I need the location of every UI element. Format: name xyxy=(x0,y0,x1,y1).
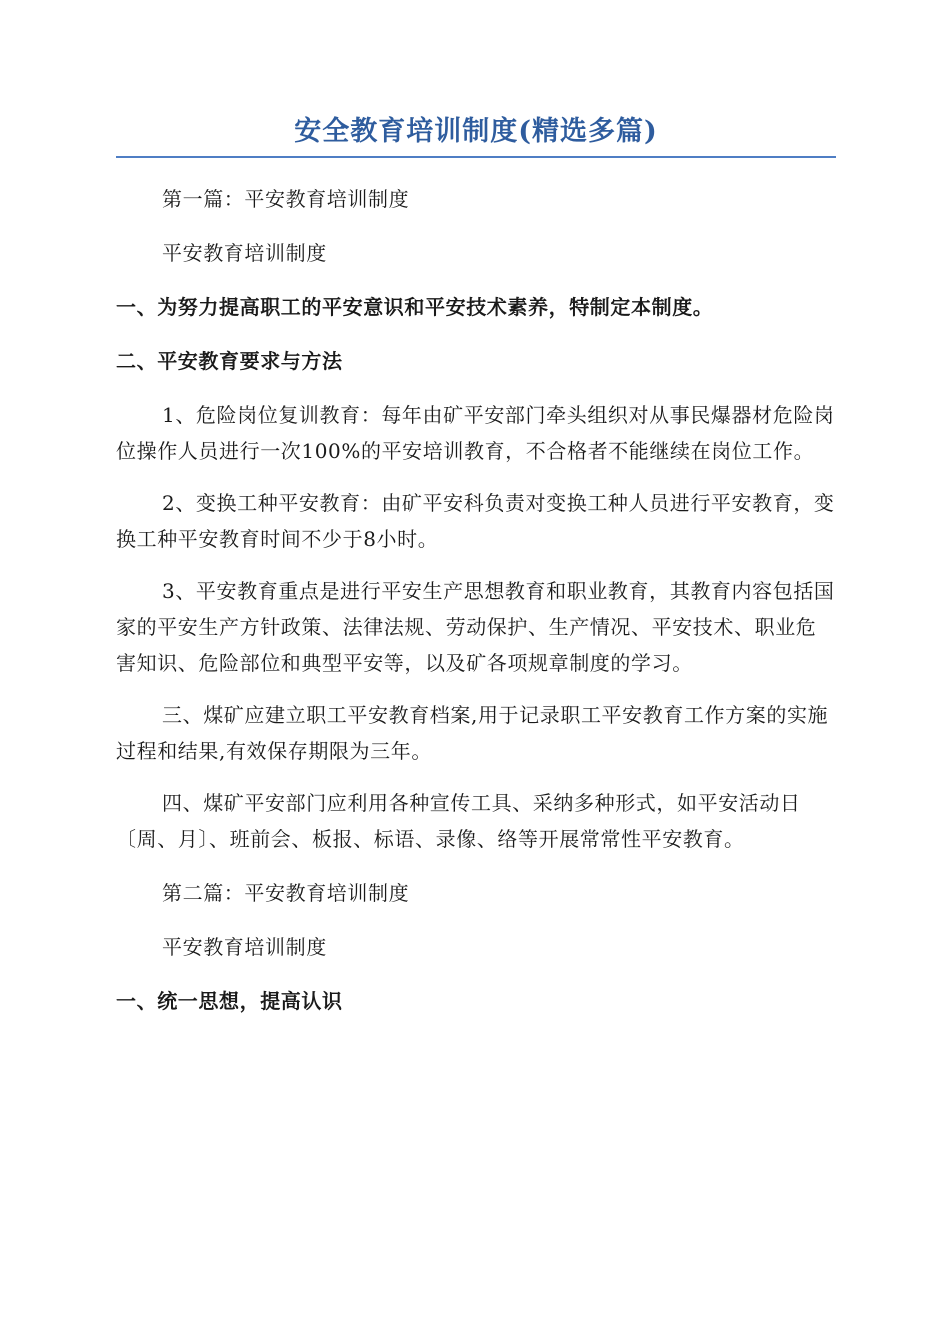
section-heading-2: 二、平安教育要求与方法 xyxy=(116,349,343,373)
part-one-heading: 第一篇：平安教育培训制度 xyxy=(162,187,410,211)
body-paragraph-2: 2、变换工种平安教育：由矿平安科负责对变换工种人员进行平安教育，变换工种平安教育时间不少于8小时。 xyxy=(116,491,835,551)
document-title: 安全教育培训制度(精选多篇) xyxy=(116,112,836,158)
part-one-subtitle: 平安教育培训制度 xyxy=(162,241,327,265)
body-paragraph-5: 四、煤矿平安部门应利用各种宣传工具、采纳多种形式，如平安活动日〔周、月〕、班前会、板报、标语、录像、络等开展常常性平安教育。 xyxy=(116,791,801,851)
part-two-subtitle: 平安教育培训制度 xyxy=(162,935,327,959)
body-paragraph-3: 3、平安教育重点是进行平安生产思想教育和职业教育，其教育内容包括国家的平安生产方针政策、法律法规、劳动保护、生产情况、平安技术、职业危害知识、危险部位和典型平安等，以及矿各项规章制度的学习。 xyxy=(116,579,835,675)
section-heading-1: 一、为努力提高职工的平安意识和平安技术素养，特制定本制度。 xyxy=(116,295,714,319)
document-page xyxy=(116,112,836,1019)
body-paragraph-4: 三、煤矿应建立职工平安教育档案,用于记录职工平安教育工作方案的实施过程和结果,有效保存期限为三年。 xyxy=(116,703,829,763)
section-heading-3: 一、统一思想，提高认识 xyxy=(116,989,343,1013)
body-paragraph-1: 1、危险岗位复训教育：每年由矿平安部门牵头组织对从事民爆器材危险岗位操作人员进行一次100%的平安培训教育，不合格者不能继续在岗位工作。 xyxy=(116,403,835,463)
part-two-heading: 第二篇：平安教育培训制度 xyxy=(162,881,410,905)
